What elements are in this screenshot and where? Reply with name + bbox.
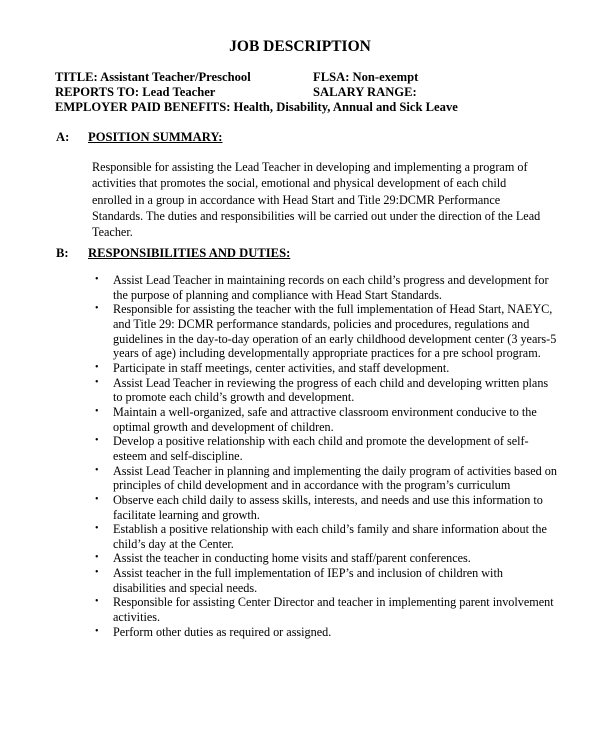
section-b-letter: B: [56, 246, 69, 260]
section-a-heading: POSITION SUMMARY: [88, 130, 223, 144]
title-row [55, 70, 419, 85]
bullet-icon: • [95, 361, 99, 373]
bullet-icon: • [95, 596, 99, 608]
list-item: • Assist Lead Teacher in reviewing the progress of each child and developing written plans to promote each child’s growth and development. [95, 375, 549, 405]
list-item: • Assist teacher in the full implementation of IEP’s and inclusion of children with disabilities and special needs. [95, 566, 503, 595]
bullet-icon: • [95, 567, 99, 579]
benefits-line: EMPLOYER PAID BENEFITS: Health, Disability, Annual and Sick Leave [55, 100, 458, 114]
position-summary-text: Responsible for assisting the Lead Teacher in developing and implementing a program of activities that promotes the social, emotional and physical development of each child enrolled in a group in accordance with Head Start and Title 29:DCMR Performance Standards. The duties and responsibilities will be carried out under the direction of the Lead Teacher. [92, 160, 541, 240]
duties-list [95, 273, 558, 639]
bullet-icon: • [95, 274, 99, 285]
list-item: • Responsible for assisting Center Director and teacher in implementing parent involvement activities. [95, 595, 554, 625]
list-item: • Assist the teacher in conducting home visits and staff/parent conferences. [95, 551, 471, 566]
bullet-icon: • [95, 303, 99, 315]
list-item: • Perform other duties as required or assigned. [95, 624, 332, 639]
bullet-icon: • [95, 625, 99, 637]
list-item: • Establish a positive relationship with each child’s family and share information about the child’s day at the Center. [95, 522, 547, 551]
list-item: • Assist Lead Teacher in maintaining records on each child’s progress and development for the purpose of planning and compliance with Head Start Standards. [95, 273, 549, 302]
salary-range: SALARY RANGE: [313, 85, 417, 99]
list-item: • Assist Lead Teacher in planning and implementing the daily program of activities based on principles of child development and in accordance with the program’s curriculum [95, 463, 557, 493]
bullet-icon: • [95, 552, 99, 564]
list-item: • Participate in staff meetings, center activities, and staff development. [95, 360, 450, 375]
bullet-icon: • [95, 376, 99, 388]
section-b-heading: RESPONSIBILITIES AND DUTIES: [88, 246, 291, 260]
bullet-icon: • [95, 493, 99, 505]
bullet-icon: • [95, 435, 99, 447]
reports-to: REPORTS TO: Lead Teacher [55, 85, 216, 99]
bullet-icon: • [95, 523, 99, 535]
list-item: • Observe each child daily to assess skills, interests, and needs and use this information to facilitate learning and growth. [95, 492, 543, 522]
list-item: • Maintain a well-organized, safe and attractive classroom environment conducive to the optimal growth and development of children. [95, 404, 537, 434]
list-item: • Responsible for assisting the teacher with the full implementation of Head Start, NAEYC, and Title 29: DCMR performance standards, policies and procedures, regulations and guidelines in the day-to-day operation of an early childhood development center (3 years-5 years of age) including developmentally appropriate practices for a pre school program. [95, 302, 557, 361]
reports-row [55, 85, 417, 100]
list-item: • Develop a positive relationship with each child and promote the development of self-esteem and self-discipline. [95, 434, 529, 463]
bullet-icon: • [95, 405, 99, 417]
page-title: JOB DESCRIPTION [229, 38, 371, 55]
job-title: TITLE: Assistant Teacher/Preschool [55, 70, 251, 84]
bullet-icon: • [95, 464, 99, 476]
flsa-status: FLSA: Non-exempt [313, 70, 419, 84]
section-a-letter: A: [56, 130, 70, 144]
